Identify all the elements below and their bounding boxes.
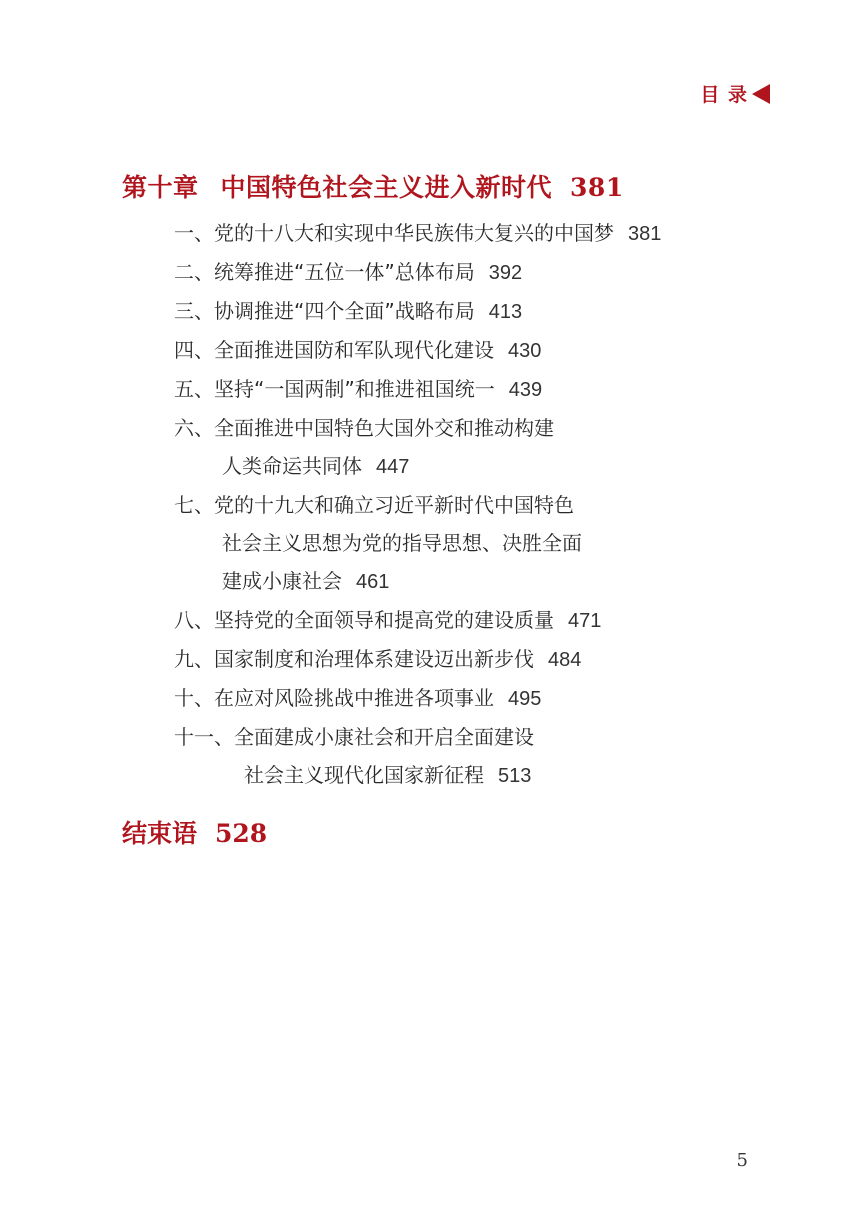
toc-entry-page: 447	[376, 456, 410, 478]
toc-nav-link[interactable]	[700, 80, 770, 107]
toc-entry[interactable]	[174, 292, 774, 331]
toc-entry-line: 四、全面推进国防和军队现代化建设 430	[174, 338, 542, 362]
toc-entry-line: 十一、全面建成小康社会和开启全面建设	[174, 725, 534, 749]
toc-entry-line: 七、党的十九大和确立习近平新时代中国特色	[174, 493, 574, 517]
toc-entry-page: 439	[508, 379, 543, 401]
chapter-title: 中国特色社会主义进入新时代	[220, 173, 553, 202]
conclusion-title: 结束语	[122, 819, 198, 848]
chapter-number: 第十章	[122, 173, 199, 202]
chapter-heading[interactable]	[122, 168, 624, 204]
toc-entry[interactable]	[174, 486, 774, 601]
conclusion-page: 528	[215, 819, 268, 848]
toc-entry-line: 建成小康社会 461	[222, 569, 390, 593]
toc-entry[interactable]	[174, 409, 774, 486]
toc-entry-line: 三、协调推进“四个全面”战略布局 413	[174, 299, 523, 323]
toc-entry-page: 430	[508, 340, 542, 362]
toc-entry-line: 一、党的十八大和实现中华民族伟大复兴的中国梦 381	[174, 221, 662, 245]
toc-entry-line: 六、全面推进中国特色大国外交和推动构建	[174, 416, 554, 440]
toc-entry-line: 五、坚持“一国两制”和推进祖国统一 439	[174, 377, 543, 401]
toc-entry-line: 八、坚持党的全面领导和提高党的建设质量 471	[174, 608, 602, 632]
back-arrow-icon	[752, 84, 770, 104]
toc-entry[interactable]	[174, 601, 774, 640]
toc-entry-page: 381	[628, 223, 662, 245]
page-number: 5	[736, 1150, 748, 1171]
toc-entry[interactable]	[174, 214, 774, 253]
toc-entry-page: 484	[548, 649, 582, 671]
toc-entry-page: 471	[568, 610, 602, 632]
conclusion-heading[interactable]	[122, 814, 267, 850]
toc-entry[interactable]	[174, 718, 774, 795]
toc-entry-line: 九、国家制度和治理体系建设迈出新步伐 484	[174, 647, 582, 671]
toc-entry-page: 495	[508, 688, 542, 710]
toc-entry[interactable]	[174, 331, 774, 370]
toc-entry[interactable]	[174, 253, 774, 292]
toc-entry-line: 社会主义思想为党的指导思想、决胜全面	[222, 531, 582, 555]
toc-entry-page: 461	[356, 571, 390, 593]
chapter-page: 381	[570, 173, 624, 202]
toc-entry-line: 二、统筹推进“五位一体”总体布局 392	[174, 260, 523, 284]
toc-entry-line: 人类命运共同体 447	[222, 454, 410, 478]
toc-entry-page: 413	[488, 301, 523, 323]
toc-entry[interactable]	[174, 370, 774, 409]
toc-entry-page: 513	[498, 765, 532, 787]
toc-entry-line: 社会主义现代化国家新征程 513	[244, 763, 532, 787]
toc-entry-line: 十、在应对风险挑战中推进各项事业 495	[174, 686, 542, 710]
toc-nav-label: 目 录	[700, 84, 748, 106]
toc-entry[interactable]	[174, 679, 774, 718]
toc-entry[interactable]	[174, 640, 774, 679]
toc-list	[174, 214, 774, 795]
toc-entry-page: 392	[488, 262, 523, 284]
